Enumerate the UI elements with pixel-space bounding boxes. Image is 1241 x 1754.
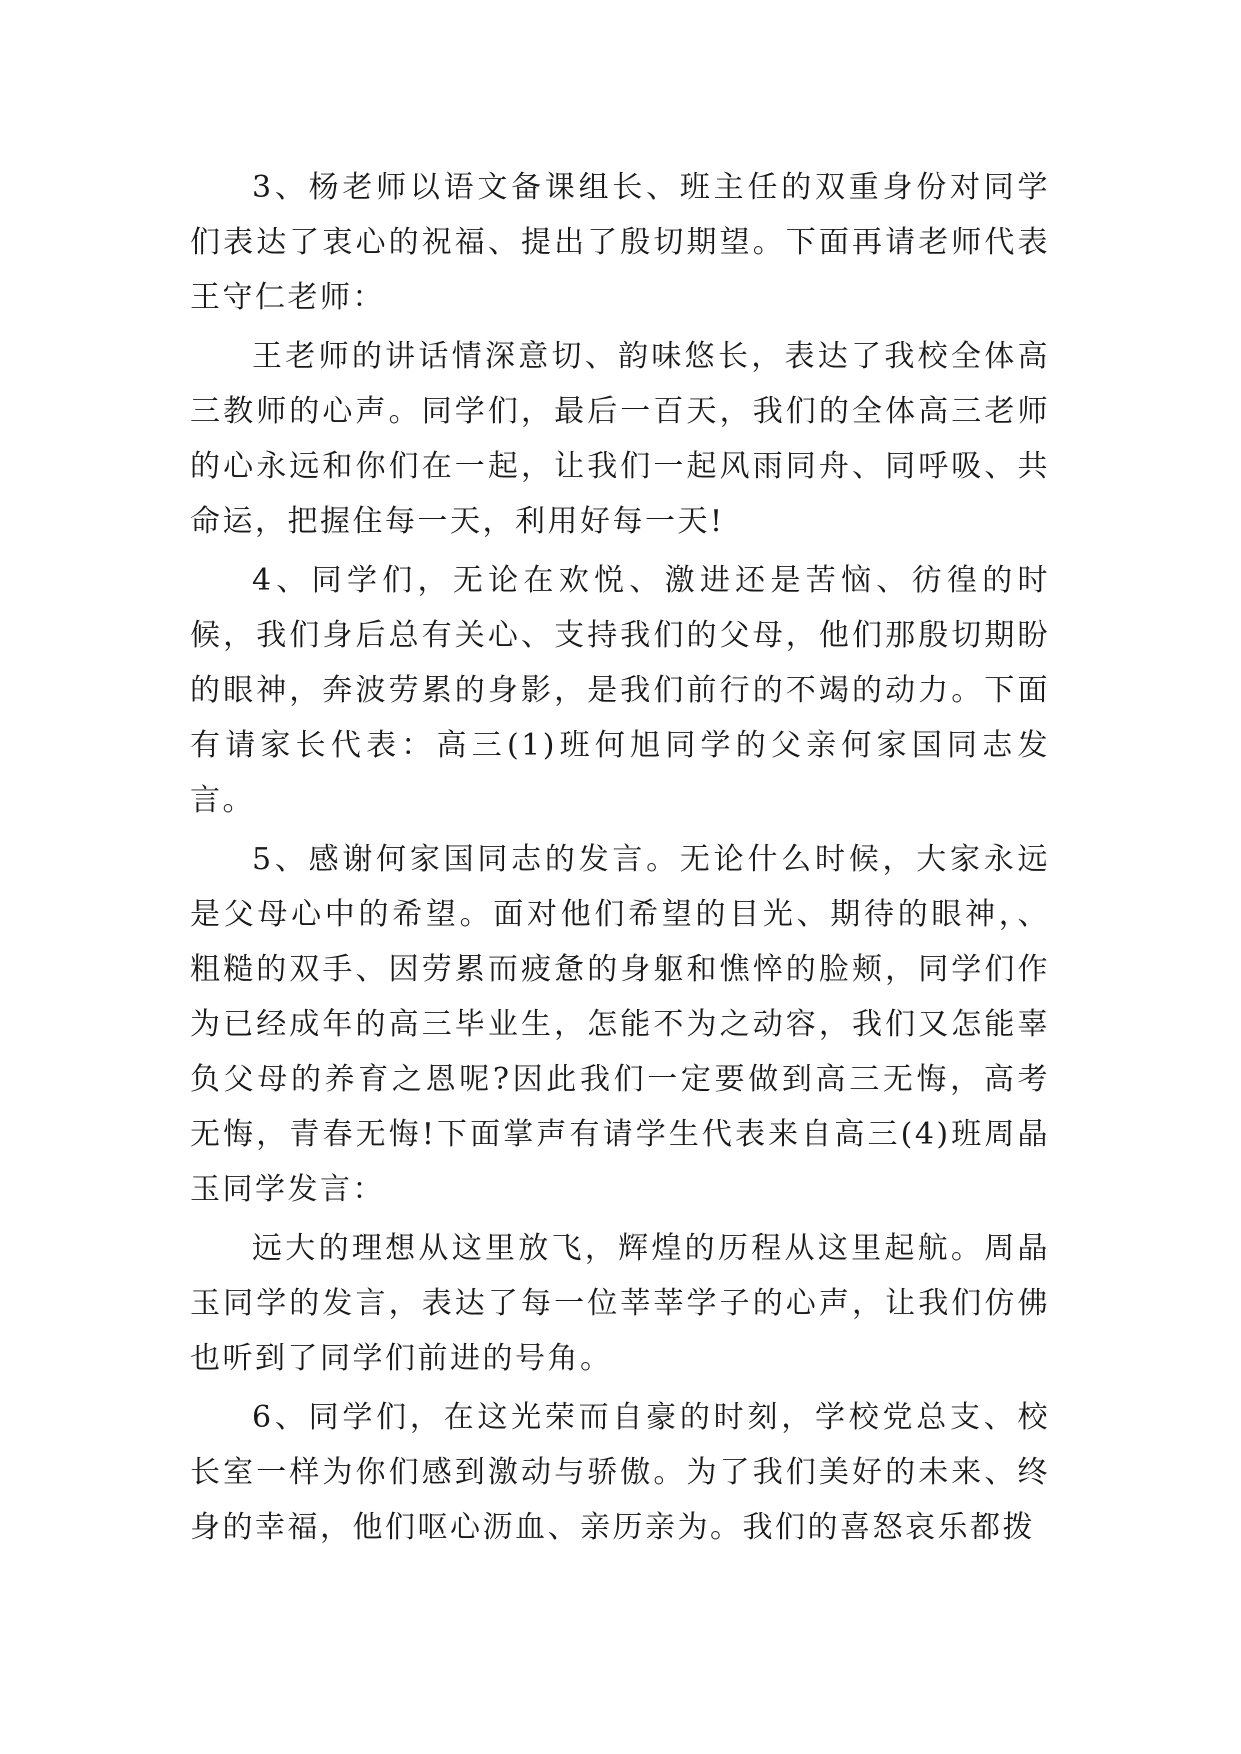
paragraph-6-school: 6、同学们，在这光荣而自豪的时刻，学校党总支、校长室一样为你们感到激动与骄傲。为了我们美好的未来、终身的幸福，他们呕心沥血、亲历亲为。我们的喜怒哀乐都拨 bbox=[190, 1400, 1050, 1545]
paragraph-teacher-wang-remarks: 王老师的讲话情深意切、韵味悠长，表达了我校全体高三教师的心声。同学们，最后一百天，我们的全体高三老师的心永远和你们在一起，让我们一起风雨同舟、同呼吸、共命运，把握住每一天，利用好每一天! bbox=[190, 339, 1050, 539]
paragraph-5-thanks: 5、感谢何家国同志的发言。无论什么时候，大家永远是父母心中的希望。面对他们希望的目光、期待的眼神，、粗糙的双手、因劳累而疲惫的身躯和憔悴的脸颊，同学们作为已经成年的高三毕业生，怎能不为之动容，我们又怎能辜负父母的养育之恩呢?因此我们一定要做到高三无悔，高考无悔，青春无悔!下面掌声有请学生代表来自高三(4)班周晶玉同学发言： bbox=[190, 842, 1050, 1207]
paragraph-student-speech-remarks: 远大的理想从这里放飞，辉煌的历程从这里起航。周晶玉同学的发言，表达了每一位莘莘学子的心声，让我们仿佛也听到了同学们前进的号角。 bbox=[190, 1231, 1050, 1376]
paragraph-4-parents: 4、同学们，无论在欢悦、激进还是苦恼、彷徨的时候，我们身后总有关心、支持我们的父母，他们那殷切期盼的眼神，奔波劳累的身影，是我们前行的不竭的动力。下面有请家长代表：高三(1)班何旭同学的父亲何家国同志发言。 bbox=[190, 563, 1050, 818]
paragraph-3-teacher-yang: 3、杨老师以语文备课组长、班主任的双重身份对同学们表达了衷心的祝福、提出了殷切期望。下面再请老师代表王守仁老师： bbox=[190, 170, 1050, 315]
document-body bbox=[190, 160, 1050, 1555]
